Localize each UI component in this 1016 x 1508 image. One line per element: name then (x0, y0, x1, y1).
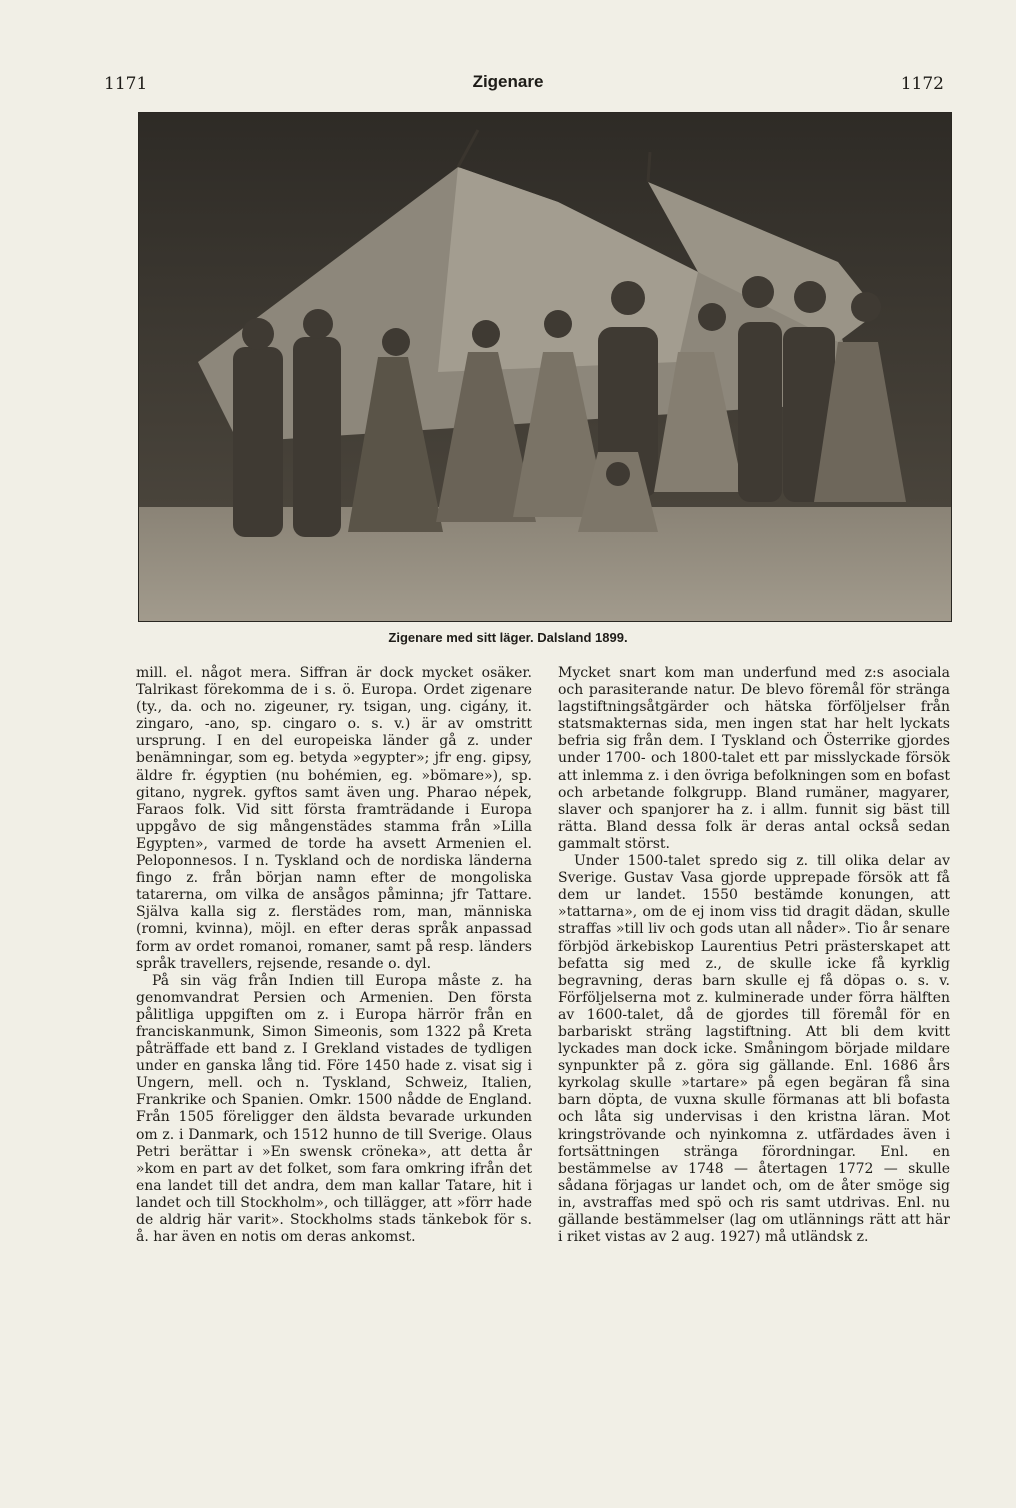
person (233, 347, 283, 537)
paragraph: mill. el. något mera. Siffran är dock mycket osäker. Talrikast förekomma de i s. ö. Europa. Ordet zigenare (ty., da. och no. zigeuner, ry. tsigan, ung. cigány, it. zingaro, -ano, sp. cingaro o. s. v.) är av omstritt ursprung. I en del europeiska länder gå z. under benämningar, som eg. betyda »egypter»; jfr eng. gipsy, äldre fr. égyptien (nu bohémien, eg. »bömare»), sp. gitano, nygrek. gyftos samt även ung. Pharao népek, Faraos folk. Vid sitt första framträdande i Europa uppgåvo de sig mångenstädes stamma från »Lilla Egypten», varmed de torde ha avsett Armenien el. Peloponnesos. I n. Tyskland och de nordiska länderna fingo z. från början namn efter de mongoliska tatarerna, om vilka de ansågos påminna; jfr Tattare. Själva kalla sig z. flerstädes rom, man, människa (romni, kvinna), möjl. en efter deras språk anpassad form av ordet romanoi, romaner, samt på resp. länders språk travellers, rejsende, resande o. dyl. (136, 665, 532, 972)
person-head (606, 462, 630, 486)
figure-caption: Zigenare med sitt läger. Dalsland 1899. (388, 630, 628, 645)
left-column (136, 665, 532, 1246)
right-column (558, 665, 950, 1246)
running-head-title: Zigenare (472, 72, 544, 91)
tent-pole-right (648, 152, 650, 182)
person-head (742, 276, 774, 308)
person-head (472, 320, 500, 348)
paragraph: På sin väg från Indien till Europa måste z. ha genomvandrat Persien och Armenien. Den första pålitliga uppgiften om z. i Europa härrör från en franciskanmunk, Simon Simeonis, som 1322 på Kreta påträffade ett band z. I Grekland vistades de tydligen under en ganska lång tid. Före 1450 hade z. visat sig i Ungern, mell. och n. Tyskland, Schweiz, Italien, Frankrike och Spanien. Omkr. 1500 nådde de England. Från 1505 föreligger den äldsta bevarade urkunden om z. i Danmark, och 1512 hunno de till Sverige. Olaus Petri berättar i »En swensk cröneka», att detta år »kom en part av det folket, som fara omkring ifrån det ena landet till det andra, dem man kallar Tatare, hit i landet och till Stockholm», och tillägger, att »förr hade de aldrig här varit». Stockholms stads tänkebok för s. å. har även en notis om deras ankomst. (136, 972, 532, 1246)
person-head (851, 292, 881, 322)
person-head (382, 328, 410, 356)
person (293, 337, 341, 537)
paragraph: Mycket snart kom man underfund med z:s asociala och parasiterande natur. De blevo föremål för stränga lagstiftningsåtgärder och hätska förföljelser från statsmakternas sida, men ingen stat har helt lyckats befria sig från dem. I Tyskland och Österrike gjordes under 1700- och 1800-talet ett par misslyckade försök att inlemma z. i den övriga befolkningen som en bofast och arbetande folkgrupp. Bland rumäner, magyarer, slaver och spanjorer ha z. i allm. funnit sig bäst till rätta. Bland dessa folk är deras antal också sedan gammalt störst. (558, 665, 950, 852)
person (738, 322, 782, 502)
page-number-right: 1172 (900, 74, 944, 94)
person-head (242, 318, 274, 350)
page-number-left: 1171 (104, 74, 148, 94)
photo-illustration (138, 112, 952, 622)
camp-photograph (138, 112, 952, 622)
paragraph: Under 1500-talet spredo sig z. till olika delar av Sverige. Gustav Vasa gjorde upprepade försök att få dem ur landet. 1550 bestämde konungen, att »tattarna», om de ej inom viss tid dragit dädan, skulle straffas »till liv och gods utan all nåder». Tio år senare förbjöd ärkebiskop Laurentius Petri prästerskapet att befatta sig med z., de skulle icke få kyrklig begravning, deras barn skulle ej få döpas o. s. v. Förföljelserna mot z. kulminerade under förra hälften av 1600-talet, då de gjordes till föremål för en barbariskt sträng lagstiftning. Att bli dem kvitt lyckades man dock icke. Småningom började mildare synpunkter på z. göra sig gällande. Enl. 1686 års kyrkolag skulle »tartare» på egen begäran få sina barn döpta, de vuxna skulle förmanas att bli bofasta och låta sig undervisas i den kristna läran. Mot kringströvande och nyinkomna z. utfärdades även i fortsättningen stränga förordningar. Enl. en bestämmelse av 1748 — återtagen 1772 — skulle sådana förjagas ur landet och, om de åter smöge sig in, avstraffas med spö och ris samt utdrivas. Enl. nu gällande bestämmelser (lag om utlännings rätt att här i riket vistas av 2 aug. 1927) må utländsk z. (558, 853, 950, 1246)
person-head (303, 309, 333, 339)
person-head (794, 281, 826, 313)
person-head (698, 303, 726, 331)
person-head (611, 281, 645, 315)
person-head (544, 310, 572, 338)
